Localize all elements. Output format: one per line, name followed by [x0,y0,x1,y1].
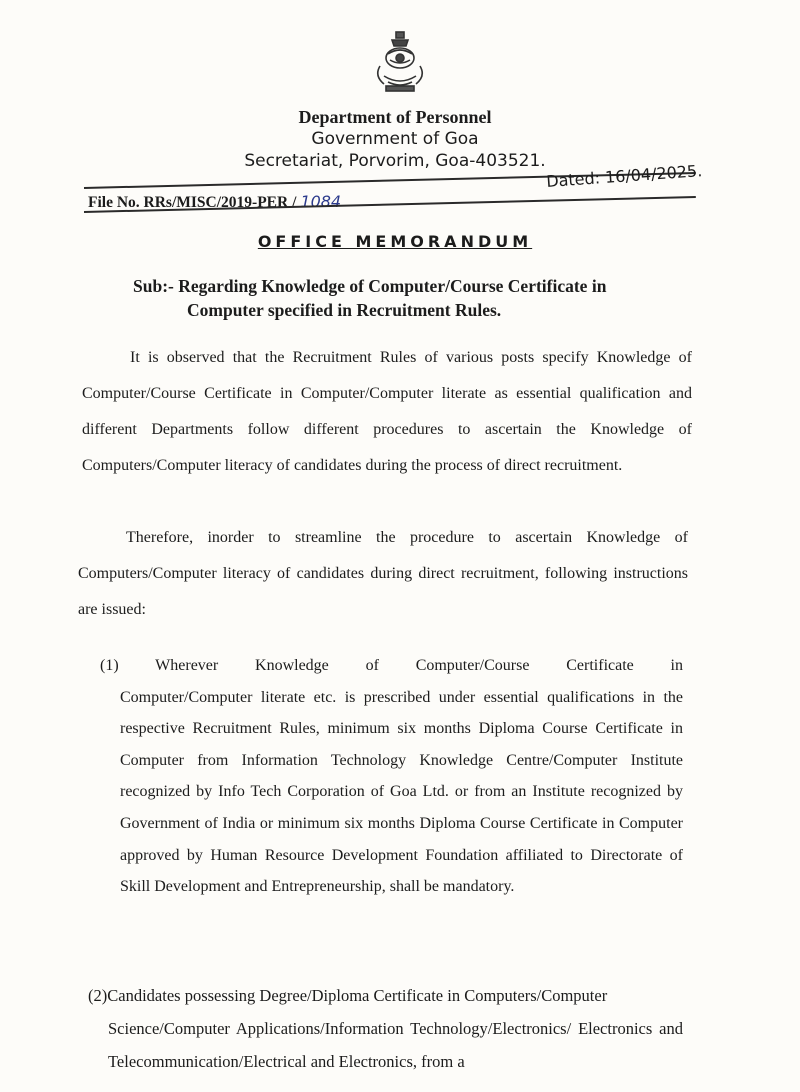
item-1-body: Computer/Computer literate etc. is prescribed under essential qualifications in the respective Recruitment Rules, minimum six months Diploma Course Certificate in Computer from Information Technology Knowledge Centre/Computer Institute recognized by Info Tech Corporation of Goa Ltd. or from an Institute recognized by Government of India or minimum six months Diploma Course Certificate in Computer approved by Human Resource Development Foundation affiliated to Directorate of Skill Development and Entrepreneurship, shall be mandatory. [120,688,683,896]
memo-title: OFFICE MEMORANDUM [257,232,533,251]
item-2-first-text: Candidates possessing Degree/Diploma Certificate in Computers/Computer [107,986,608,1005]
item-1-first-text: Wherever Knowledge of Computer/Course Certificate in [155,657,684,674]
office-address: Secretariat, Porvorim, Goa-403521. [244,151,546,171]
dated: Dated: 16/04/2025. [545,161,703,191]
subject [133,274,693,322]
item-2-number: (2) [88,986,108,1005]
item-1-first-line [100,650,683,682]
goa-government-emblem-icon [366,30,434,94]
department-name: Department of Personnel [298,107,492,127]
item-1-number: (1) [100,657,119,674]
file-handwritten-number: 1084 [300,192,342,211]
subject-line-2: Computer specified in Recruitment Rules. [187,300,502,320]
item-2-body: Science/Computer Applications/Information Technology/Electronics/ Electronics and Telecommunication/Electrical and Electronics, from a [108,1019,683,1071]
government-name: Government of Goa [311,129,479,149]
instruction-item-2 [88,979,683,1078]
subject-line-1: Sub:- Regarding Knowledge of Computer/Course Certificate in [133,276,607,296]
file-number-label: File No. RRs/MISC/2019-PER / [88,194,297,211]
paragraph-2: Therefore, inorder to streamline the procedure to ascertain Knowledge of Computers/Computer literacy of candidates during direct recruitment, following instructions are issued: [78,529,688,618]
paragraph-1: It is observed that the Recruitment Rules of various posts specify Knowledge of Computer/Course Certificate in Computer/Computer literate as essential qualification and different Departments follow different procedures to ascertain the Knowledge of Computers/Computer literacy of candidates during the process of direct recruitment. [82,349,692,474]
item-2-first-line [88,979,683,1012]
instruction-item-1 [100,650,683,903]
